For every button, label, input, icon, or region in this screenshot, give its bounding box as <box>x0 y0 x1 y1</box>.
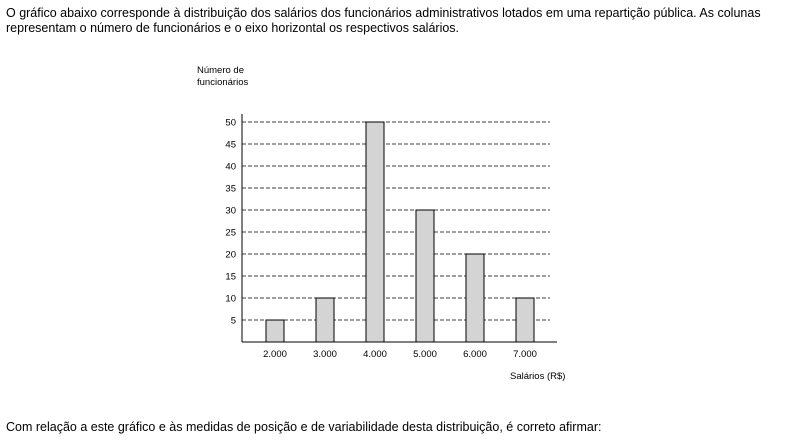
y-tick-label: 30 <box>225 205 236 217</box>
bar-6.000 <box>466 254 484 342</box>
y-tick-label: 35 <box>225 183 236 195</box>
bar-3.000 <box>316 298 334 342</box>
x-tick-label: 2.000 <box>263 349 287 360</box>
bar-5.000 <box>416 210 434 342</box>
y-tick-label: 20 <box>225 249 236 261</box>
y-tick-label: 10 <box>225 293 236 305</box>
y-tick-label: 15 <box>225 271 236 283</box>
y-tick-label: 45 <box>225 139 236 151</box>
bar-7.000 <box>516 298 534 342</box>
y-tick-label: 50 <box>225 117 236 129</box>
y-axis-label-line1: Número de <box>197 65 244 76</box>
x-tick-labels <box>263 349 537 360</box>
grid-lines <box>242 122 550 320</box>
x-tick-label: 4.000 <box>363 349 387 360</box>
y-tick-label: 40 <box>225 161 236 173</box>
y-axis-label-line2: funcionários <box>197 77 249 88</box>
bar-2.000 <box>266 320 284 342</box>
y-tick-labels <box>225 118 236 327</box>
y-tick-label: 5 <box>230 315 236 327</box>
intro-text: O gráfico abaixo corresponde à distribuição dos salários dos funcionários administrativos lotados em uma repartição pública. As colunas representam o número de funcionários e o eixo horizontal os respectivos salários. <box>6 6 761 35</box>
x-tick-label: 3.000 <box>313 349 337 360</box>
question-text: Com relação a este gráfico e às medidas de posição e de variabilidade desta distribuição, é correto afirmar: <box>6 420 602 434</box>
axes <box>242 114 557 342</box>
x-tick-label: 6.000 <box>463 349 487 360</box>
x-tick-label: 7.000 <box>513 349 537 360</box>
y-tick-label: 25 <box>225 227 236 239</box>
x-tick-label: 5.000 <box>413 349 437 360</box>
bar-4.000 <box>366 122 384 342</box>
x-axis-label: Salários (R$) <box>510 371 566 382</box>
